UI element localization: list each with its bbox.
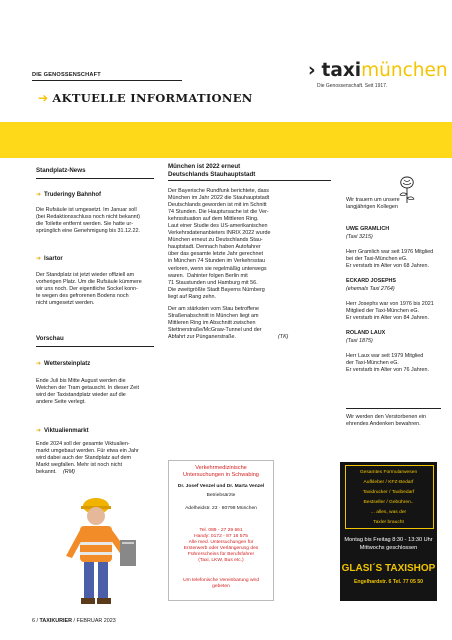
obituary-name-3: ROLAND LAUX (346, 330, 386, 336)
preview-title: Vorschau (36, 335, 64, 342)
left-column-title: Standplatz-News (36, 167, 86, 174)
construction-worker-image (36, 496, 154, 606)
taxishop-hours: Montag bis Freitag 8:30 - 13:30 Uhr Mittwochs geschlossen (344, 537, 433, 551)
obituary-rule (346, 408, 441, 409)
isartor-heading: ➔ Isartor (36, 255, 63, 262)
wettersteinplatz-heading: ➔ Wettersteinplatz (36, 360, 91, 367)
page-headline (38, 91, 253, 105)
stau-article-signature: (TK) (278, 334, 289, 341)
preview-rule (36, 346, 154, 347)
viktualienmarkt-signature: (RM) (63, 469, 75, 476)
wettersteinplatz-text: Ende Juli bis Mitte August werden die Weichen der Tram getauscht. In dieser Zeit wird der Taxistandplatz wieder auf die andere Seite verlegt. (36, 378, 139, 406)
stau-article-paragraph-1: Der Bayerische Rundfunk berichtete, dass München im Jahr 2022 die Stauhauptstadt Deutschlands geworden ist mit im Schnitt 74 Stunden. Die Hauptursache ist die Ver- kehrssituation auf dem Mittleren Ring. Laut einer Studie des US-amerikanischen Verkehrsdatenanbieters INRIX 2022 wurde München erneut zu Deutschlands Stau- hauptstadt. Dennach haben Autofahrer über das gesamte letzte Jahr gerechnet in München 74 Stunden im Verkehrsstau verloren, wenn sie regelmäßig unterwegs waren. Dahinter folgen Berlin mit 71 Staustunden und Hamburg mit 56. Die zweitgrößte Stadt Bayerns Nürnberg liegt auf Rang zehn. (168, 188, 271, 300)
arrow-icon: ➔ (36, 191, 42, 198)
arrow-icon: ➔ (38, 91, 49, 105)
obituary-ref-1: (Taxi 3215) (346, 234, 373, 240)
section-label: DIE GENOSSENSCHAFT (32, 72, 101, 78)
stau-article-paragraph-2: Der am stärksten vom Stau betroffene Straßenabschnitt in München liegt am Mittleren Ring im Abschnitt zwischen Stettnerstraße/McGraw-Tunnel und der Abfahrt zur Pünganerstraße. (168, 306, 262, 341)
medical-ad-title: Verkehrmedizinische Untersuchungen in Schwabing (183, 465, 259, 478)
medical-ad-contact: Tel. 089 - 27 29 661 Handy: 0172 - 87 16 575 Alle med. Untersuchungen für Ersterwerb oder Verlängerung des Führerscheins für Berufsfahrer (Taxi, LKW, Bus etc.) (183, 528, 259, 563)
page-footer: 6 / TAXIKURIER / FEBRUAR 2023 (32, 618, 116, 624)
middle-column-rule (168, 180, 331, 181)
viktualienmarkt-heading: ➔ Viktualienmarkt (36, 427, 89, 434)
taxishop-advertisement (340, 462, 437, 601)
middle-column-title-line1: München ist 2022 erneut (168, 163, 241, 170)
taxishop-services: Gesamtes Formularwesen Aufkleber / KFZ-Bedarf Taxidrucker / Taxibedarf Bestseller / Gebühren.. ... alles, was der Taxler braucht (359, 470, 418, 525)
arrow-icon: ➔ (36, 427, 42, 434)
obituary-intro: Wir trauern um unsere langjährigen Kollegen (346, 197, 400, 211)
middle-column-title-line2: Deutschlands Stauhauptstadt (168, 171, 256, 178)
logo-tagline: Die Genossenschaft. Seit 1917. (317, 83, 388, 89)
taxishop-name: GLASI´S TAXISHOP (341, 563, 436, 574)
obituary-ref-2: (ehemals Taxi 2764) (346, 286, 395, 292)
medical-exam-advertisement (168, 460, 274, 601)
left-column-rule (36, 178, 154, 179)
taxi-muenchen-logo (308, 60, 448, 96)
obituary-name-2: ECKARD JOSEPHS (346, 278, 397, 284)
logo-word-city: münchen (361, 60, 448, 81)
header-rule (32, 80, 182, 81)
obituary-ref-3: (Taxi 1875) (346, 338, 373, 344)
viktualienmarkt-text: Ende 2024 soll der gesamte Viktualien- markt umgebaut werden. Für etwa ein Jahr wird dabei auch der Standplatz auf dem Markt wegfallen. Mehr ist noch nicht bekannt. (36, 441, 139, 476)
footer-issue: FEBRUAR 2023 (76, 618, 116, 624)
medical-ad-address: Adelheidstr. 23 · 80798 München (185, 506, 257, 511)
medical-ad-doctors: Dr. Josef Venzel und Dr. Marta Venzel (177, 484, 265, 489)
footer-page-number: 6 (32, 618, 35, 624)
obituary-closing: Wir werden den Verstorbenen ein ehrendes Andenken bewahren. (346, 414, 427, 428)
obituary-text-3: Herr Laux war seit 1979 Mitglied der Taxi-München eG. Er verstarb im Alter von 76 Jahren. (346, 353, 429, 374)
logo-word-taxi: taxi (321, 60, 362, 81)
obituary-text-1: Herr Gramlich war seit 1976 Mitglied bei der Taxi-München eG. Er verstarb im Alter von 68 Jahren. (346, 249, 434, 270)
obituary-text-2: Herr Josephs war von 1976 bis 2021 Mitglied der Taxi-München eG. Er verstarb im Alter von 84 Jahren. (346, 301, 434, 322)
headline-text: AKTUELLE INFORMATIONEN (52, 91, 253, 105)
medical-ad-note: Um telefonische Vereinbarung wird gebeten (183, 578, 259, 589)
taxishop-address: Engelhardstr. 6 Tel. 77 05 50 (353, 579, 424, 585)
logo-chevron: › (308, 60, 316, 81)
truderingy-heading: ➔ Truderingy Bahnhof (36, 191, 102, 198)
arrow-icon: ➔ (36, 255, 42, 262)
isartor-text: Der Standplatz ist jetzt wieder offiziell am vorherigen Platz. Um die Rufsäule kümmere wir uns noch. Der eigentliche Sockel konn- te wegen des gefrorenen Bodens noch nicht umgesetzt werden. (36, 272, 142, 307)
obituary-name-1: UWE GRAMLICH (346, 226, 390, 232)
yellow-band (0, 122, 452, 158)
truderingy-text: Die Rufsäule ist umgesetzt. Im Januar soll (bei Redaktionsschluss noch nicht bekannt) die Toilette entfernt werden. Sie hatte ur- sprünglich eine Genehmigung bis 31.12.22. (36, 207, 140, 235)
footer-magazine: TAXIKURIER (39, 618, 73, 624)
arrow-icon: ➔ (36, 360, 42, 367)
medical-ad-role: Betriebsärzte (206, 493, 236, 498)
